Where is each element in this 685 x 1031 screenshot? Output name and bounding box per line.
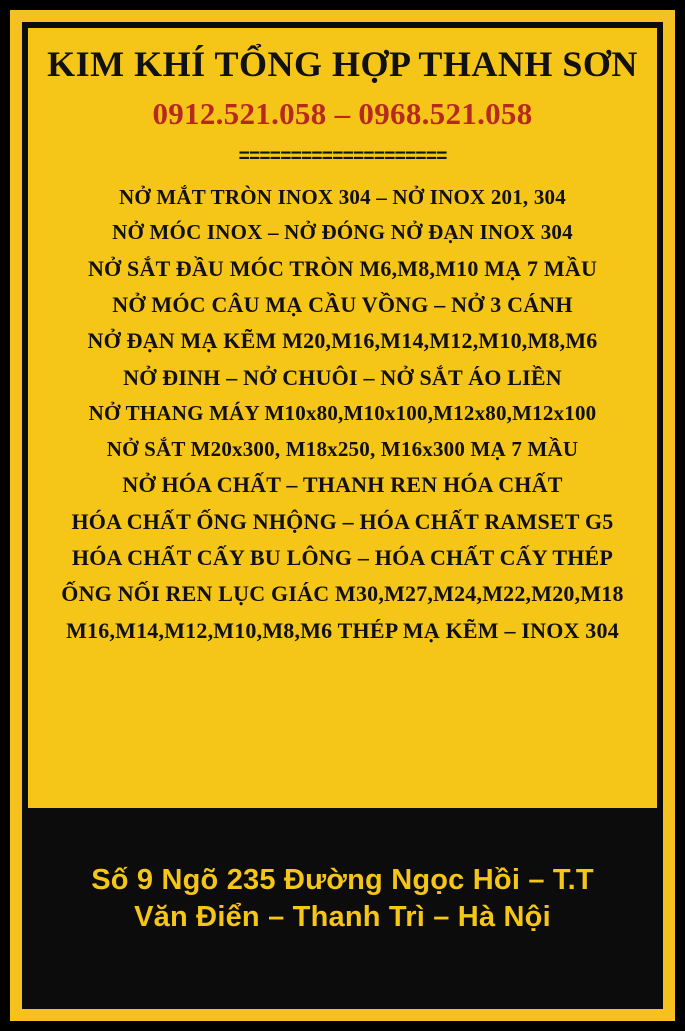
- product-line: ỐNG NỐI REN LỤC GIÁC M30,M27,M24,M22,M20,M18: [61, 581, 624, 607]
- phone-numbers: 0912.521.058 – 0968.521.058: [152, 95, 533, 131]
- product-line: NỞ SẮT ĐẦU MÓC TRÒN M6,M8,M10 MẠ 7 MẦU: [87, 255, 598, 281]
- shop-title: KIM KHÍ TỔNG HỢP THANH SƠN: [47, 44, 638, 84]
- product-line: HÓA CHẤT CẤY BU LÔNG – HÓA CHẤT CẤY THÉP: [71, 545, 614, 571]
- decorative-divider: ====================: [238, 145, 447, 168]
- product-line: NỞ HÓA CHẤT – THANH REN HÓA CHẤT: [122, 472, 563, 498]
- product-line: NỞ ĐINH – NỞ CHUÔI – NỞ SẮT ÁO LIỀN: [123, 364, 562, 390]
- product-line: NỞ MÓC INOX – NỞ ĐÓNG NỞ ĐẠN INOX 304: [112, 220, 573, 245]
- address-line-2: Văn Điển – Thanh Trì – Hà Nội: [134, 900, 551, 933]
- address-block: [28, 808, 657, 1003]
- product-line: NỞ ĐẠN MẠ KẼM M20,M16,M14,M12,M10,M8,M6: [87, 328, 598, 354]
- product-line: HÓA CHẤT ỐNG NHỘNG – HÓA CHẤT RAMSET G5: [71, 508, 614, 534]
- product-line: NỞ MÓC CÂU MẠ CẦU VỒNG – NỞ 3 CÁNH: [112, 292, 573, 318]
- gold-frame-border: [10, 10, 675, 1021]
- inner-black-border: [22, 22, 663, 1009]
- address-line-1: Số 9 Ngõ 235 Đường Ngọc Hồi – T.T: [91, 864, 594, 897]
- product-line: NỞ MẮT TRÒN INOX 304 – NỞ INOX 201, 304: [119, 184, 566, 209]
- product-line: NỞ THANG MÁY M10x80,M10x100,M12x80,M12x100: [88, 401, 597, 426]
- product-list: [38, 180, 647, 650]
- product-line: M16,M14,M12,M10,M8,M6 THÉP MẠ KẼM – INOX 304: [66, 617, 619, 643]
- content-panel: [28, 28, 657, 808]
- product-line: NỞ SẮT M20x300, M18x250, M16x300 MẠ 7 MẦU: [106, 436, 579, 461]
